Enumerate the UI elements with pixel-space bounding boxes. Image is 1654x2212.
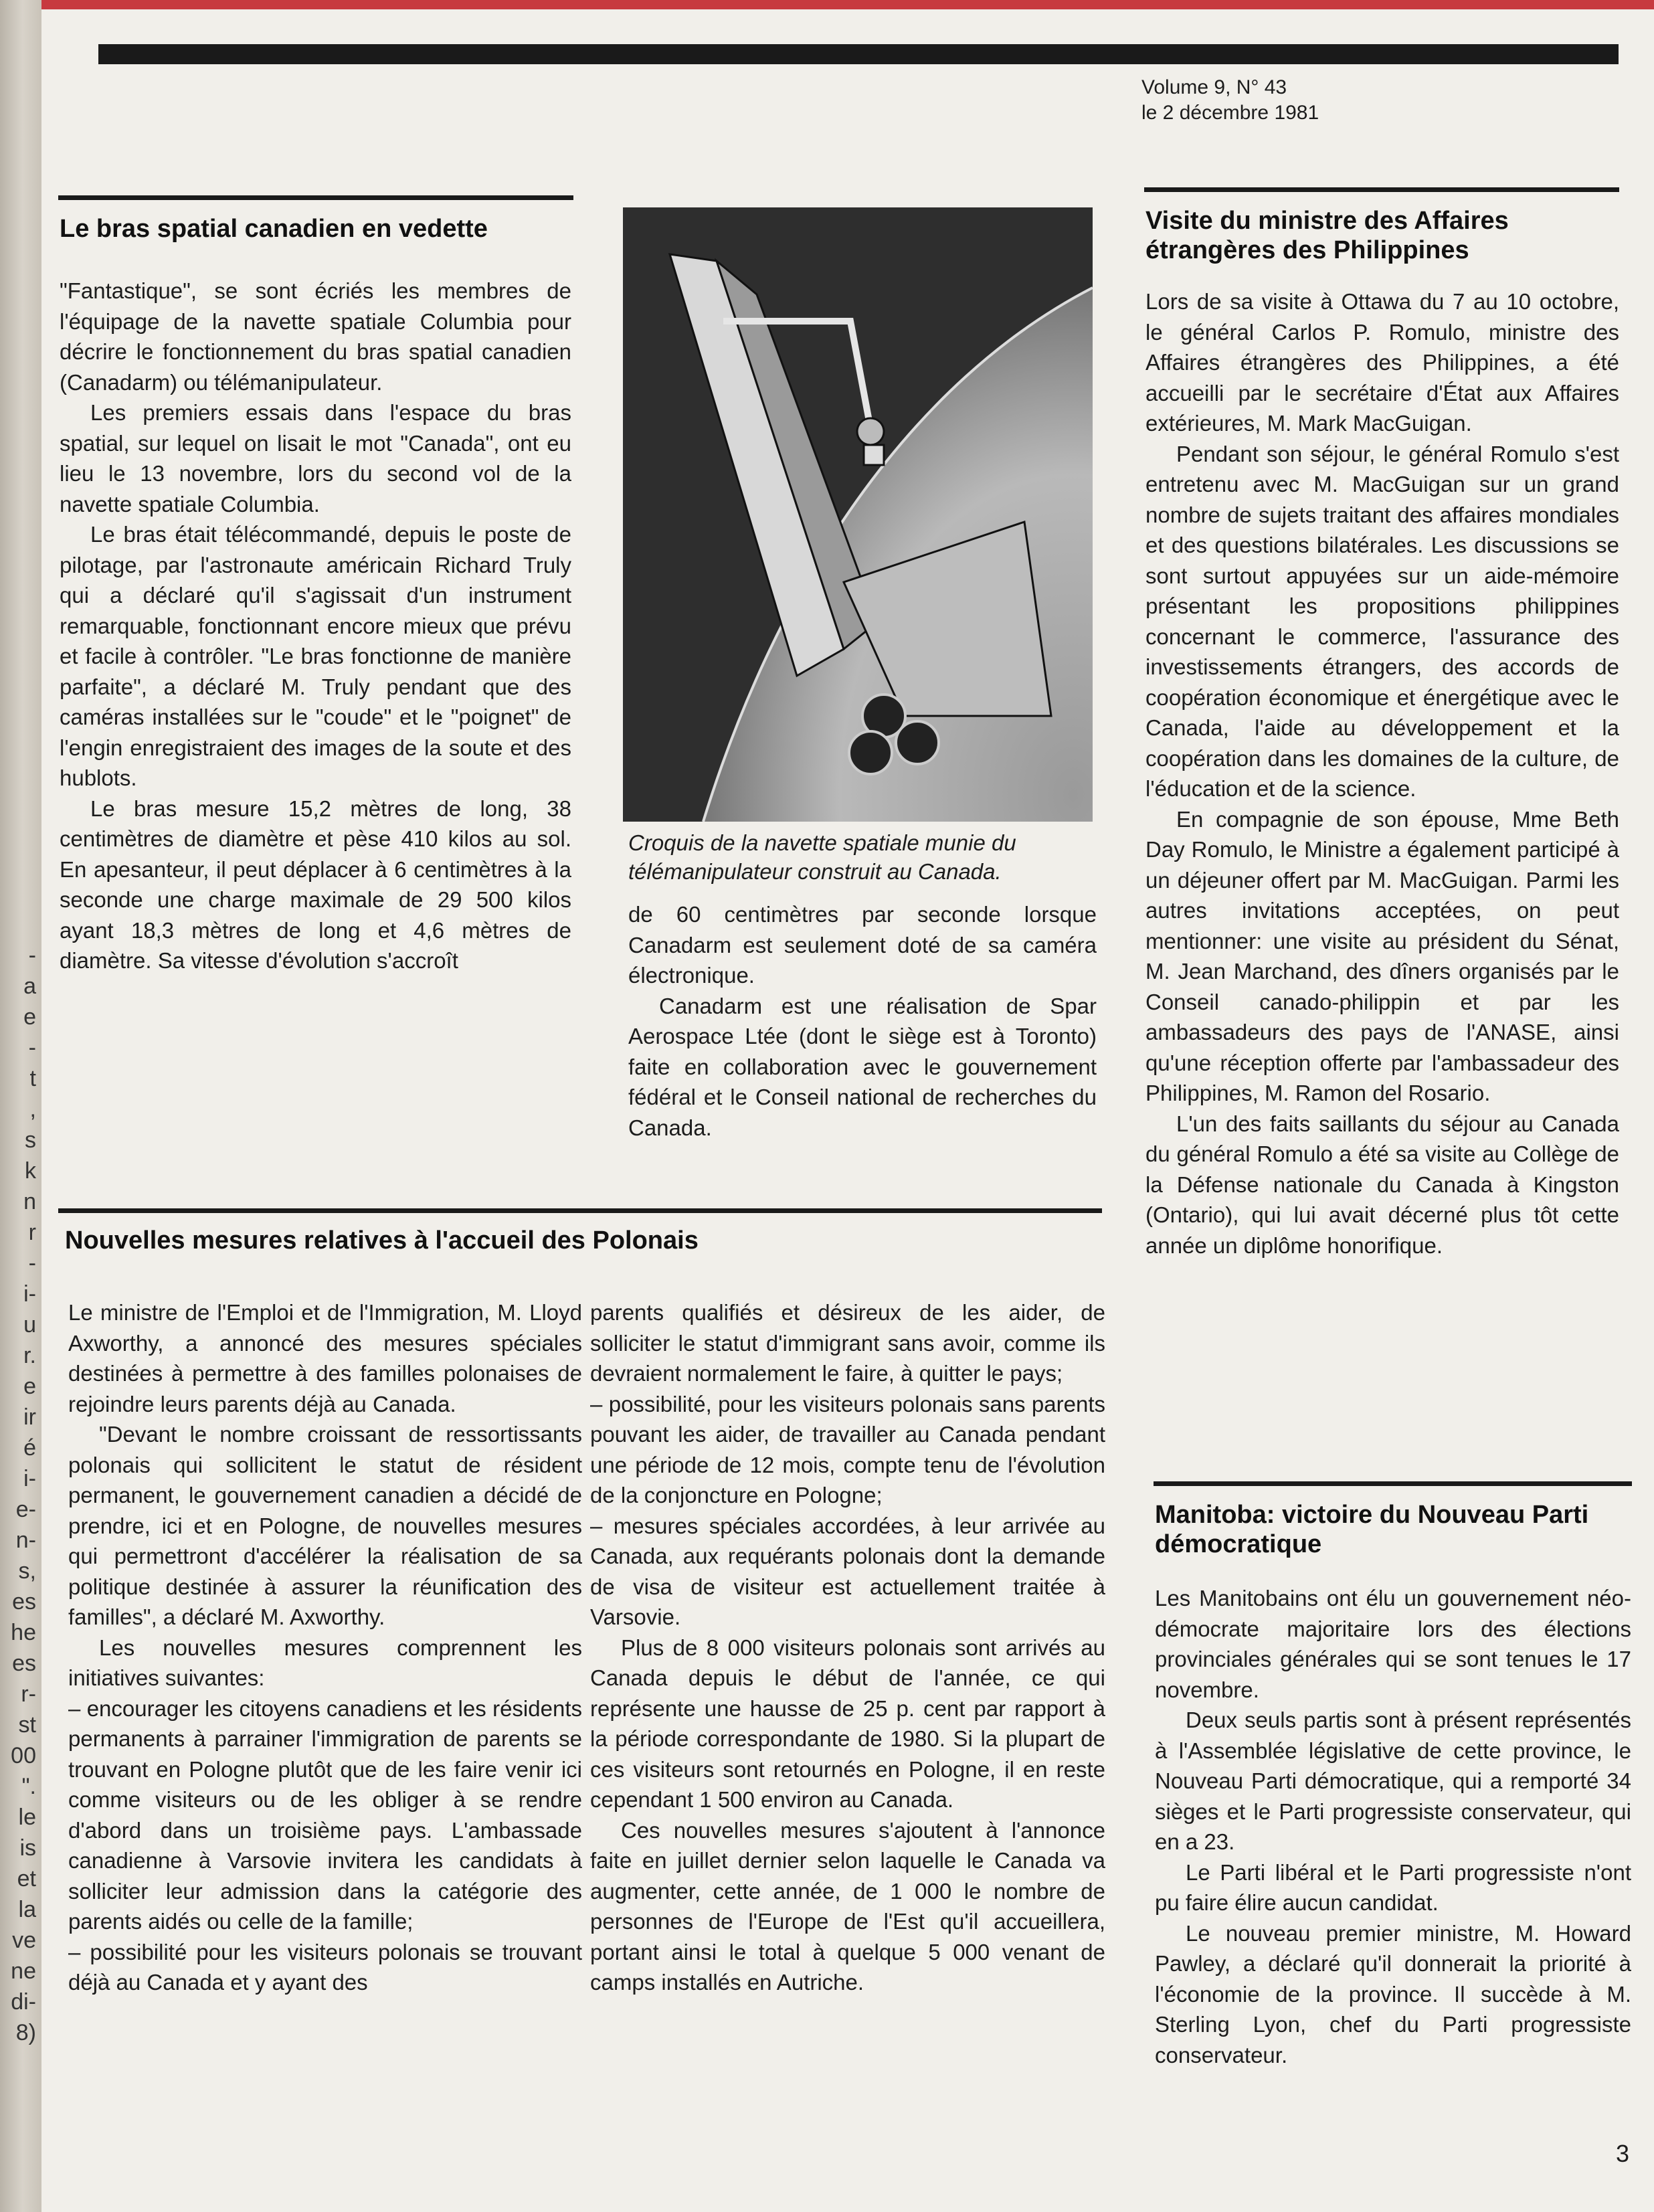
margin-fragment: u — [23, 1312, 36, 1338]
margin-fragment: r- — [21, 1681, 36, 1707]
shuttle-illustration — [623, 207, 1093, 822]
paragraph: Les nouvelles mesures comprennent les initiatives suivantes: — [68, 1635, 582, 1690]
margin-fragment: la — [18, 1897, 36, 1922]
issue-date: le 2 décembre 1981 — [1141, 102, 1319, 124]
adjacent-page-fragments — [0, 940, 40, 2048]
paragraph: Le ministre de l'Emploi et de l'Immigration, M. Lloyd Axworthy, a annoncé des mesures spéciales destinées à permettre à des familles polonaises de rejoindre leurs parents déjà au Canada. — [68, 1300, 582, 1416]
margin-fragment: e- — [15, 1497, 36, 1522]
margin-fragment: le — [18, 1805, 36, 1830]
paragraph: Plus de 8 000 visiteurs polonais sont arrivés au Canada depuis le début de l'année, ce qui représente une hausse de 25 p. cent par rapport à la période correspondante de 1980. Si la plupart de ces visiteurs sont retournés en Pologne, il en reste cependant 1 500 environ au Canada. — [590, 1635, 1105, 1812]
paragraph: Le Parti libéral et le Parti progressiste n'ont pu faire élire aucun candidat. — [1155, 1859, 1631, 1915]
article-rule — [1154, 1481, 1632, 1486]
margin-fragment: a — [23, 974, 36, 999]
paragraph: L'un des faits saillants du séjour au Canada du général Romulo a été sa visite au Collège de la Défense nationale du Canada à Kingston (Ontario), qui lui avait décerné plus tôt cette année un diplôme honorifique. — [1145, 1111, 1619, 1258]
paragraph: de 60 centimètres par seconde lorsque Canadarm est seulement doté de sa caméra électronique. — [628, 902, 1097, 988]
article-canadarm-continued — [628, 899, 1097, 1143]
margin-fragment: n- — [15, 1528, 36, 1553]
margin-fragment: s — [25, 1127, 36, 1153]
margin-fragment: é — [23, 1435, 36, 1461]
paragraph: parents qualifiés et désireux de les aider, de solliciter le statut d'immigrant sans avoir, comme ils devraient normalement le faire, à quitter le pays; — [590, 1300, 1105, 1386]
article-canadarm — [60, 214, 571, 976]
margin-fragment: e — [23, 1374, 36, 1399]
margin-fragment: k — [25, 1158, 36, 1184]
header-bar — [98, 44, 1619, 64]
margin-fragment: - — [28, 943, 36, 968]
article-title: Le bras spatial canadien en vedette — [60, 215, 488, 243]
article-philippines — [1145, 206, 1619, 1261]
page-number: 3 — [1616, 2140, 1630, 2167]
magazine-page — [41, 9, 1654, 2212]
paragraph: – mesures spéciales accordées, à leur arrivée au Canada, aux requérants polonais dont la demande de visa de visiteur est actuellement traitée à Varsovie. — [590, 1513, 1105, 1629]
article-title: Manitoba: victoire du Nouveau Parti démocratique — [1155, 1501, 1589, 1558]
margin-fragment: st — [18, 1712, 36, 1738]
article-polonais-title-wrap — [65, 1226, 1095, 1255]
margin-fragment: 00 — [11, 1743, 36, 1768]
paragraph: Les Manitobains ont élu un gouvernement néo-démocrate majoritaire lors des élections provinciales générales qui se sont tenues le 17 novembre. — [1155, 1586, 1631, 1702]
margin-fragment: s, — [18, 1558, 36, 1584]
paragraph: – encourager les citoyens canadiens et les résidents permanents à parrainer l'immigration de parents se trouvant en Pologne plutôt que de les faire venir ici comme visiteurs ou de les obliger à se rendre d'abord dans un troisième pays. L'ambassade canadienne à Varsovie invitera les candidats à solliciter leur admission dans la catégorie des parents aidés ou celle de la famille; — [68, 1695, 582, 1934]
paragraph: Le nouveau premier ministre, M. Howard Pawley, a déclaré qu'il donnerait la priorité à l'économie de la province. Il succède à M. Sterling Lyon, chef du Parti progressiste conservateur. — [1155, 1920, 1631, 2067]
article-rule — [58, 1208, 1102, 1213]
article-title: Visite du ministre des Affaires étrangères des Philippines — [1145, 207, 1509, 264]
margin-fragment: - — [28, 1251, 36, 1276]
margin-fragment: di- — [11, 1989, 36, 2015]
margin-fragment: n — [23, 1189, 36, 1214]
margin-fragment: , — [29, 1097, 36, 1122]
margin-fragment: ne — [11, 1958, 36, 1984]
paragraph: Le bras était télécommandé, depuis le poste de pilotage, par l'astronaute américain Richard Truly qui a déclaré qu'il s'agissait d'un instrument remarquable, fonctionnant encore mieux que prévu et facile à contrôler. "Le bras fonctionne de manière parfaite", a déclaré M. Truly pendant que des caméras installées sur le "coude" et le "poignet" de l'engin enregistraient des images de la soute et des hublots. — [60, 522, 571, 790]
paragraph: Pendant son séjour, le général Romulo s'est entretenu avec M. MacGuigan sur un grand nombre de sujets traitant des affaires mondiales et des questions bilatérales. Les discussions se sont surtout appuyées sur un aide-mémoire présentant les propositions philippines concernant le commerce, l'assurance des investissements étrangers, des accords de coopération économique et énergétique avec le Canada, l'aide au développement et la coopération dans les domaines de la culture, de l'éducation et de la science. — [1145, 441, 1619, 801]
article-polonais-col1 — [68, 1297, 582, 1998]
paragraph: Le bras mesure 15,2 mètres de long, 38 centimètres de diamètre et pèse 410 kilos au sol. En apesanteur, il peut déplacer à 6 centimètres à la seconde une charge maximale de 29 500 kilos ayant 18,3 mètres de long et 4,6 mètres de diamètre. Sa vitesse d'évolution s'accroît — [60, 796, 571, 973]
margin-fragment: ir — [23, 1404, 36, 1430]
masthead — [1141, 75, 1319, 126]
paragraph: Les premiers essais dans l'espace du bras spatial, sur lequel on lisait le mot "Canada", ont eu lieu le 13 novembre, lors du second vol de la navette spatiale Columbia. — [60, 400, 571, 517]
paragraph: – possibilité, pour les visiteurs polonais sans parents pouvant les aider, de travailler au Canada pendant une période de 12 mois, compte tenu de l'évolution de la conjoncture en Pologne; — [590, 1391, 1105, 1507]
article-body — [1155, 1583, 1631, 2070]
article-rule — [58, 195, 573, 200]
margin-fragment: i- — [23, 1281, 36, 1307]
paragraph: Lors de sa visite à Ottawa du 7 au 10 octobre, le général Carlos P. Romulo, ministre des Affaires étrangères des Philippines, a été accueilli par le secrétaire d'État aux Affaires extérieures, M. Mark MacGuigan. — [1145, 289, 1619, 436]
article-body — [1145, 286, 1619, 1261]
margin-fragment: he — [11, 1620, 36, 1645]
paragraph: Canadarm est une réalisation de Spar Aerospace Ltée (dont le siège est à Toronto) faite en collaboration avec le gouvernement fédéral et le Conseil national de recherches du Canada. — [628, 993, 1097, 1140]
margin-fragment: is — [19, 1835, 36, 1861]
margin-fragment: t — [29, 1066, 36, 1091]
article-manitoba — [1155, 1500, 1631, 2070]
margin-fragment: e — [23, 1004, 36, 1030]
paragraph: "Devant le nombre croissant de ressortissants polonais qui sollicitent le statut de résident permanent, le gouvernement canadien a décidé de prendre, ici et en Pologne, de nouvelles mesures qui permettront d'accélérer la réalisation de sa politique destinée à assurer la réunification des familles", a déclaré M. Axworthy. — [68, 1422, 582, 1629]
margin-fragment: ve — [12, 1928, 36, 1953]
margin-fragment: es — [12, 1589, 36, 1615]
paragraph: En compagnie de son épouse, Mme Beth Day Romulo, le Ministre a également participé à un déjeuner offert par M. MacGuigan. Parmi les autres invitations acceptées, on peut mentionner: une visite au président du Sénat, M. Jean Marchand, des dîners organisés par le Conseil canado-philippin et par les ambassadeurs des pays de l'ANASE, ainsi qu'une réception offerte par l'ambassadeur des Philippines, M. Ramon del Rosario. — [1145, 806, 1619, 1105]
photo-caption: Croquis de la navette spatiale munie du télémanipulateur construit au Canada. — [628, 830, 1016, 884]
article-rule — [1144, 187, 1619, 192]
article-body — [60, 276, 571, 976]
margin-fragment: 8) — [15, 2020, 36, 2045]
paragraph: – possibilité pour les visiteurs polonais se trouvant déjà au Canada et y ayant des — [68, 1939, 582, 1995]
margin-fragment: et — [17, 1866, 36, 1892]
shuttle-drawing — [623, 207, 1093, 822]
margin-fragment: r. — [23, 1343, 36, 1368]
margin-fragment: es — [12, 1651, 36, 1676]
article-polonais-col2 — [590, 1297, 1105, 1998]
volume-number: Volume 9, N° 43 — [1141, 76, 1287, 98]
paragraph: Deux seuls partis sont à présent représentés à l'Assemblée législative de cette province, le Nouveau Parti démocratique, qui a remporté 34 sièges et le Parti progressiste conservateur, qui en a 23. — [1155, 1708, 1631, 1854]
margin-fragment: - — [28, 1035, 36, 1061]
paragraph: "Fantastique", se sont écriés les membres de l'équipage de la navette spatiale Columbia pour décrire le fonctionnement du bras spatial canadien (Canadarm) ou télémanipulateur. — [60, 278, 571, 395]
margin-fragment: i- — [23, 1466, 36, 1491]
margin-fragment: r — [28, 1220, 36, 1245]
article-title: Nouvelles mesures relatives à l'accueil des Polonais — [65, 1226, 699, 1255]
margin-fragment: ". — [21, 1774, 36, 1799]
paragraph: Ces nouvelles mesures s'ajoutent à l'annonce faite en juillet dernier selon laquelle le Canada va augmenter, cette année, de 1 000 le nombre de personnes de l'Europe de l'Est qu'il accueillera, portant ainsi le total à quelque 5 000 venant de camps installés en Autriche. — [590, 1817, 1105, 1995]
